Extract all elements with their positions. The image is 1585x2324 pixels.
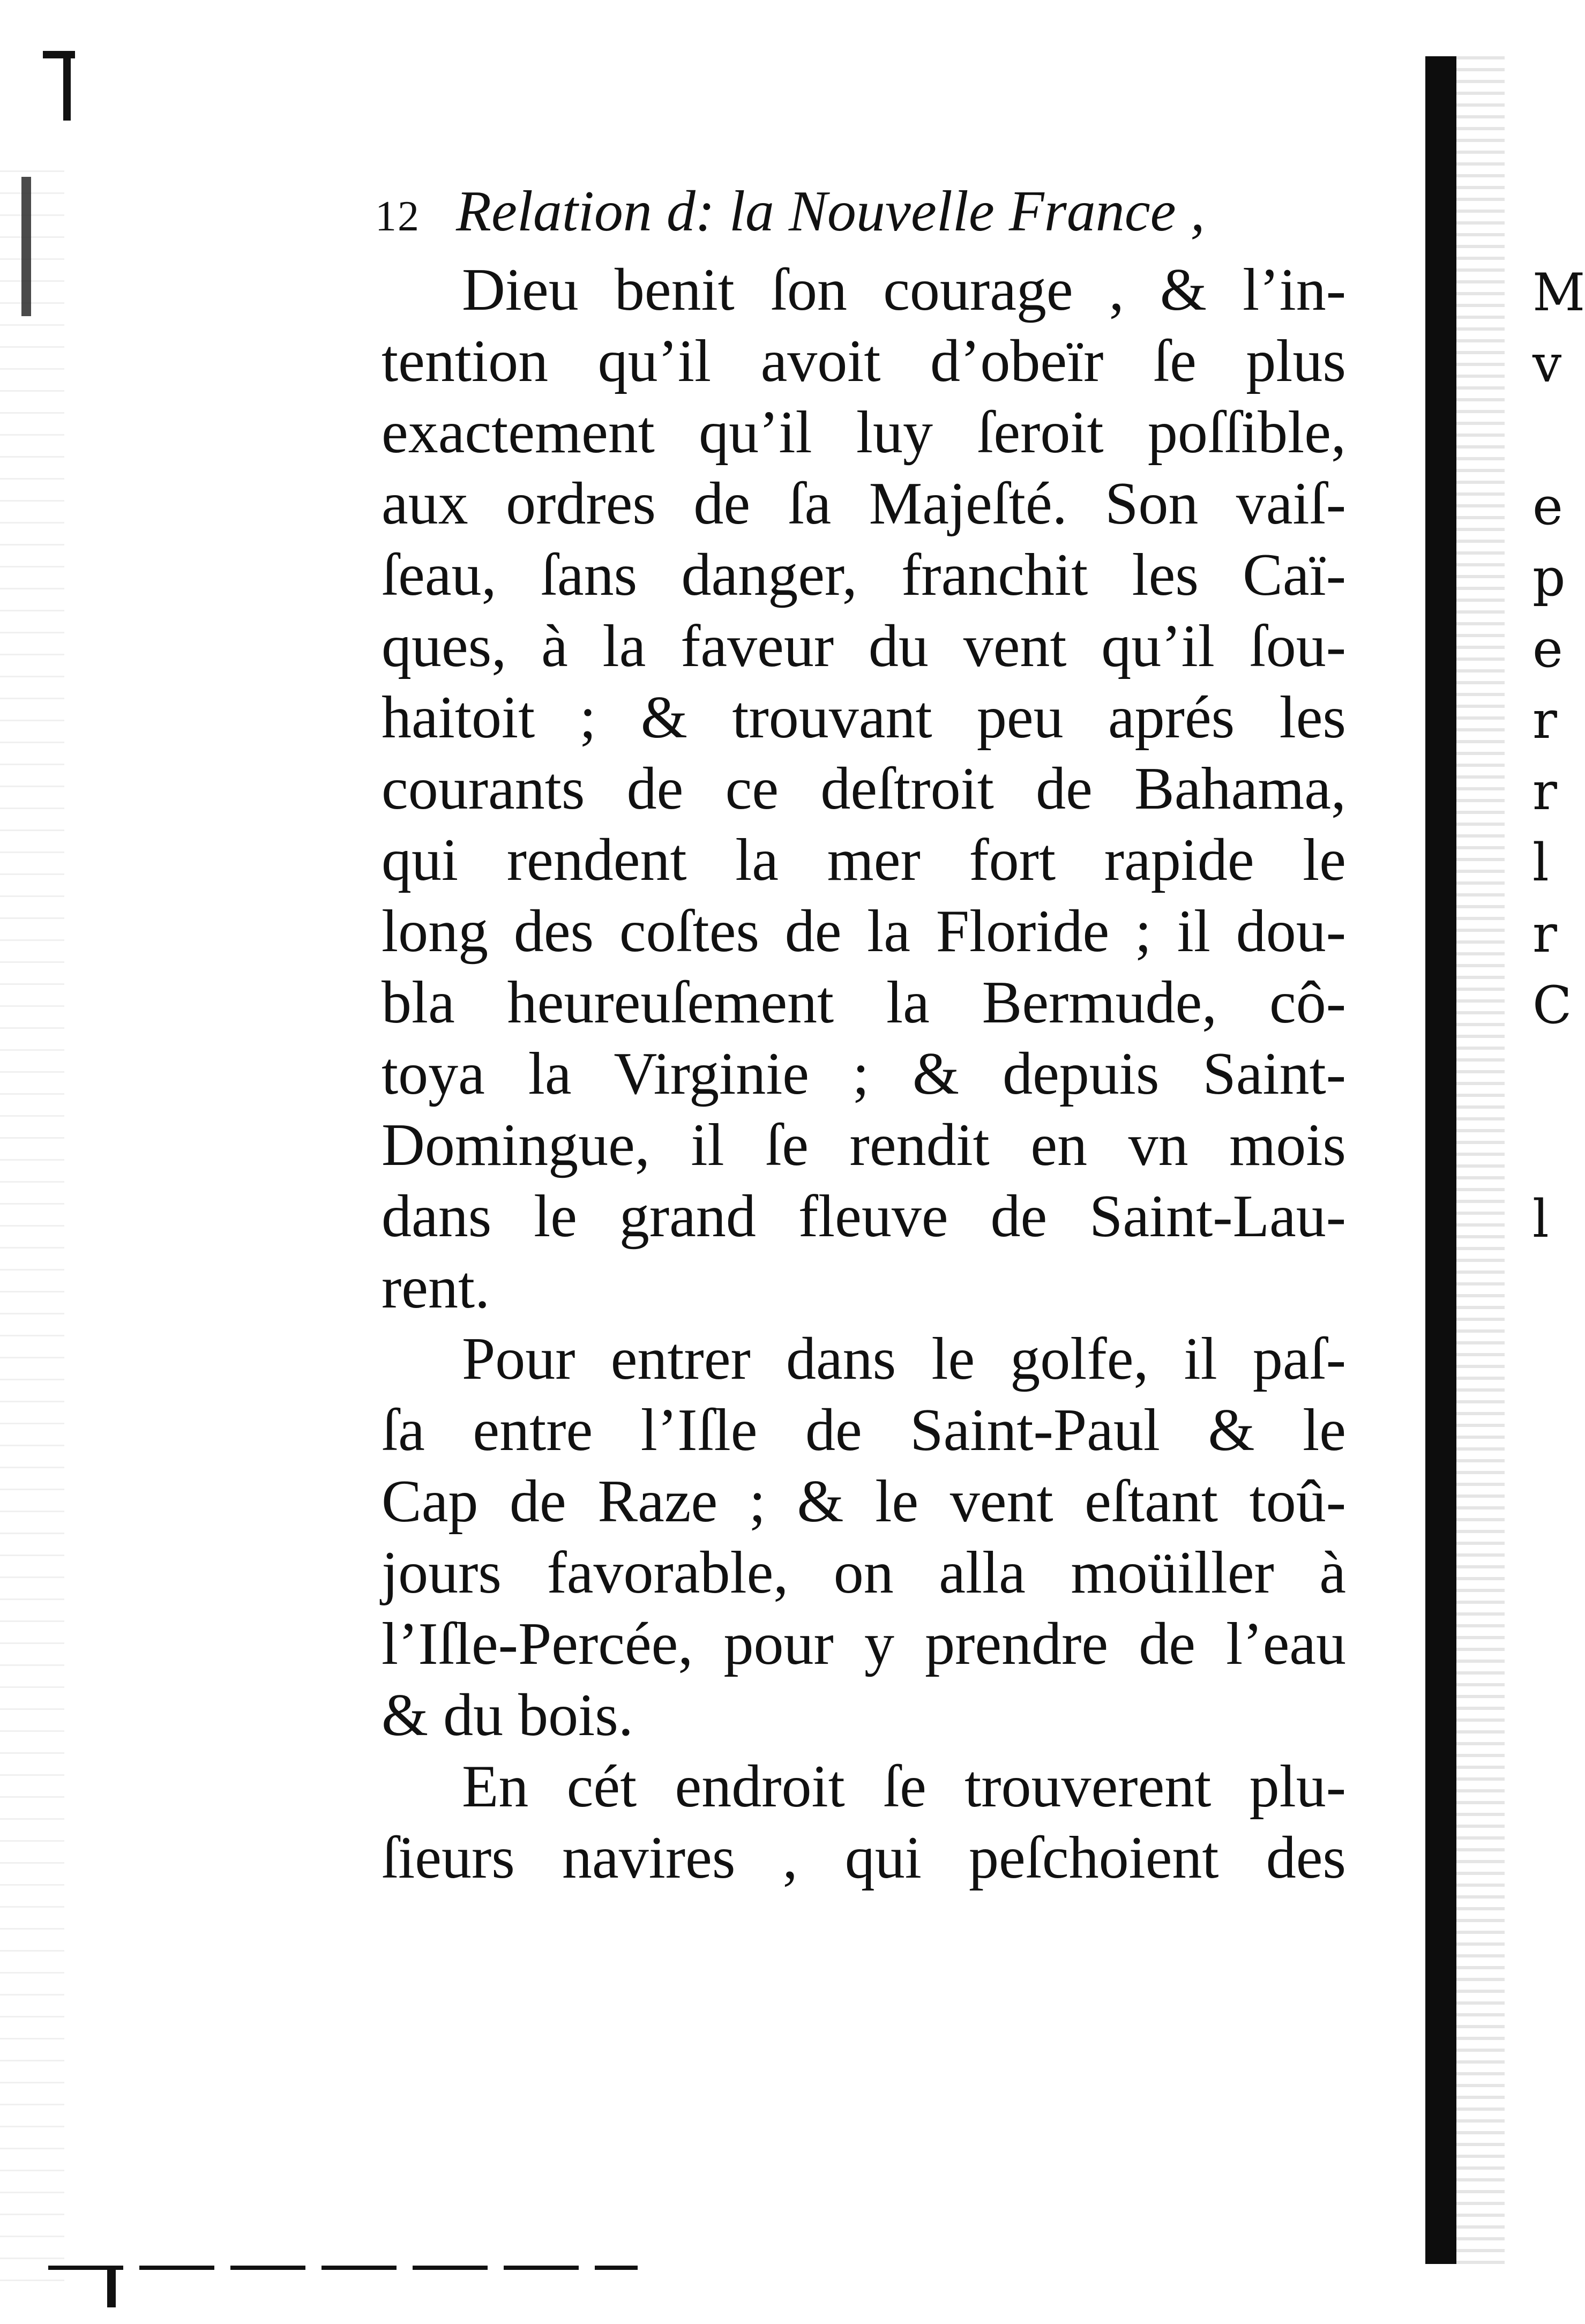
- facing-page-fragment: C: [1532, 975, 1572, 1035]
- facing-page-fragment: M: [1532, 263, 1585, 323]
- left-gutter: [0, 150, 64, 2293]
- body-text: [382, 255, 1346, 1894]
- text-line: ſa entre l’Iſle de Saint-Paul & le: [382, 1397, 1346, 1463]
- text-line: ſieurs navires , qui peſchoient des: [382, 1825, 1346, 1891]
- text-line: haitoit ; & trouvant peu aprés les: [382, 684, 1346, 751]
- book-spine: [1425, 56, 1456, 2264]
- facing-page-text: [1532, 257, 1585, 1255]
- text-line: Cap de Raze ; & le vent eſtant toû-: [382, 1468, 1346, 1535]
- facing-page-fragment: r: [1532, 904, 1557, 964]
- running-title: Relation d: la Nouvelle France ,: [456, 180, 1205, 243]
- text-line: En cét endroit ſe trouverent plu-: [462, 1753, 1346, 1820]
- text-line: aux ordres de ſa Majeſté. Son vaiſ-: [382, 470, 1346, 537]
- text-line: Domingue, il ſe rendit en vn mois: [382, 1112, 1346, 1178]
- facing-page-fragment: [1532, 1112, 1564, 1184]
- corner-mark-vertical: [63, 51, 71, 121]
- facing-page-fragment: p: [1532, 548, 1566, 608]
- binding-shadow: [21, 177, 31, 316]
- facing-page-fragment: [1532, 400, 1564, 471]
- running-header: [375, 177, 1350, 251]
- facing-page-fragment: r: [1532, 690, 1557, 750]
- facing-page-fragment: [1532, 1041, 1564, 1112]
- facing-page-fragment: e: [1532, 476, 1563, 536]
- text-line: & du bois.: [382, 1682, 633, 1748]
- facing-page-fragment: e: [1532, 619, 1563, 679]
- text-line: long des coſtes de la Floride ; il dou-: [382, 898, 1346, 965]
- text-line: Pour entrer dans le golfe, il paſ-: [462, 1326, 1346, 1392]
- text-line: ques, à la faveur du vent qu’il ſou-: [382, 613, 1346, 679]
- text-line: toya la Virginie ; & depuis Saint-: [382, 1041, 1346, 1107]
- page-number: 12: [375, 193, 420, 240]
- text-line: rent.: [382, 1254, 490, 1321]
- text-line: bla heureuſement la Bermude, cô-: [382, 969, 1346, 1036]
- text-line: exactement qu’il luy ſeroit poſſible,: [382, 399, 1346, 466]
- text-line: l’Iſle-Percée, pour y prendre de l’eau: [382, 1611, 1346, 1677]
- facing-page-fragment: l: [1532, 1189, 1549, 1249]
- text-line: courants de ce deſtroit de Bahama,: [382, 756, 1346, 822]
- facing-page-fragment: r: [1532, 761, 1557, 821]
- text-line: qui rendent la mer fort rapide le: [382, 827, 1346, 893]
- text-line: jours favorable, on alla moüiller à: [382, 1540, 1346, 1606]
- text-line: dans le grand fleuve de Saint-Lau-: [382, 1183, 1346, 1250]
- facing-page-fragment: v: [1532, 334, 1562, 394]
- bottom-rule: [48, 2266, 638, 2270]
- facing-page-edge: [1456, 56, 1505, 2264]
- text-line: ſeau, ſans danger, franchit les Caï-: [382, 542, 1346, 608]
- bottom-mark: [107, 2270, 116, 2307]
- text-line: Dieu benit ſon courage , & l’in-: [462, 257, 1346, 323]
- facing-page-fragment: l: [1532, 833, 1549, 893]
- text-line: tention qu’il avoit d’obeïr ſe plus: [382, 328, 1346, 394]
